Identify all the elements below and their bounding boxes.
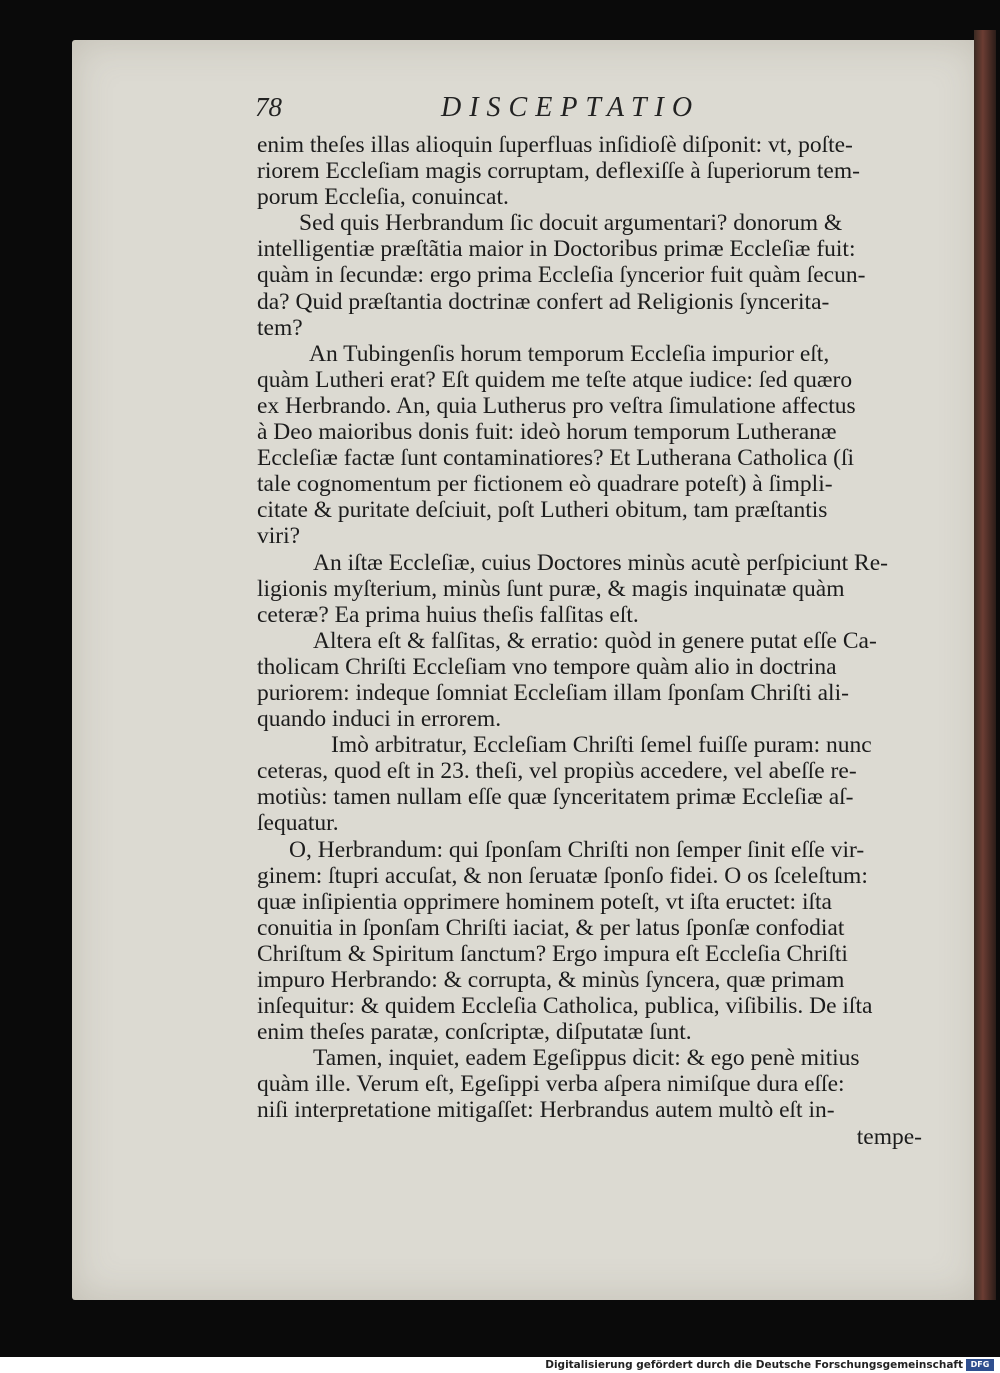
- text-line: inſequitur: & quidem Eccleſia Catholica, publica, viſibilis. De iſta: [257, 993, 873, 1020]
- text-line: riorem Eccleſiam magis corruptam, deflexiſſe à ſuperiorum tem-: [257, 158, 860, 185]
- text-line: ligionis myſterium, minùs ſunt puræ, & magis inquinatæ quàm: [257, 575, 845, 602]
- text-line: quæ inſipientia opprimere hominem poteſt, vt iſta eructet: iſta: [257, 888, 832, 915]
- text-line: quàm ille. Verum eſt, Egeſippi verba aſpera nimiſque dura eſſe:: [257, 1071, 845, 1098]
- text-line: tale cognomentum per fictionem eò quadrare poteſt) à ſimpli-: [257, 471, 833, 498]
- text-line: citate & puritate deſciuit, poſt Lutheri obitum, tam præſtantis: [257, 497, 828, 524]
- text-line: à Deo maioribus donis fuit: ideò horum temporum Lutheranæ: [257, 419, 837, 446]
- funding-credit: Digitalisierung gefördert durch die Deutsche Forschungsgemeinschaft: [545, 1359, 963, 1371]
- text-line: tem?: [257, 314, 303, 341]
- text-line: Altera eſt & falſitas, & erratio: quòd in genere putat eſſe Ca-: [313, 627, 877, 654]
- book-spine: [974, 30, 996, 1300]
- text-line: niſi interpretatione mitigaſſet: Herbrandus autem multò eſt in-: [257, 1097, 835, 1124]
- page-header: [255, 92, 935, 132]
- text-line: tempe-: [856, 1123, 922, 1150]
- text-line: ex Herbrando. An, quia Lutherus pro veſtra ſimulatione affectus: [257, 392, 856, 419]
- text-line: porum Eccleſia, conuincat.: [257, 184, 509, 211]
- text-line: ginem: ſtupri accuſat, & non ſeruatæ ſponſo fidei. O os ſceleſtum:: [257, 862, 868, 889]
- text-line: enim theſes paratæ, conſcriptæ, diſputatæ ſunt.: [257, 1019, 692, 1046]
- text-line: intelligentiæ præſtãtia maior in Doctoribus primæ Eccleſiæ fuit:: [257, 236, 856, 263]
- dfg-logo: DFG: [966, 1359, 994, 1371]
- footer-bar: [0, 1357, 1000, 1373]
- text-line: quàm Lutheri erat? Eſt quidem me teſte atque iudice: ſed quæro: [257, 366, 853, 393]
- text-line: quàm in ſecundæ: ergo prima Eccleſia ſyncerior fuit quàm ſecun-: [257, 262, 866, 289]
- text-line: viri?: [257, 523, 301, 550]
- text-line: Imò arbitratur, Eccleſiam Chriſti ſemel fuiſſe puram: nunc: [331, 732, 872, 759]
- page-number: 78: [255, 92, 282, 122]
- text-line: conuitia in ſponſam Chriſti iaciat, & per latus ſponſæ confodiat: [257, 914, 845, 941]
- text-line: ceteras, quod eſt in 23. theſi, vel propiùs accedere, vel abeſſe re-: [257, 758, 857, 785]
- text-line: An Tubingenſis horum temporum Eccleſia impurior eſt,: [309, 340, 830, 367]
- text-line: ſequatur.: [257, 810, 339, 837]
- text-line: motiùs: tamen nullam eſſe quæ ſynceritatem primæ Eccleſiæ aſ-: [257, 784, 854, 811]
- text-line: Sed quis Herbrandum ſic docuit argumentari? donorum &: [299, 210, 843, 237]
- text-line: Chriſtum & Spiritum ſanctum? Ergo impura eſt Eccleſia Chriſti: [257, 940, 848, 967]
- text-line: da? Quid præſtantia doctrinæ confert ad Religionis ſyncerita-: [257, 288, 830, 315]
- text-line: ceteræ? Ea prima huius theſis falſitas eſt.: [257, 601, 639, 628]
- text-line: Tamen, inquiet, eadem Egeſippus dicit: & ego penè mitius: [313, 1045, 860, 1072]
- text-line: impuro Herbrando: & corrupta, & minùs ſyncera, quæ primam: [257, 967, 845, 993]
- text-line: enim theſes illas alioquin ſuperfluas inſidioſè diſponit: vt, poſte-: [257, 132, 853, 158]
- text-line: Eccleſiæ factæ ſunt contaminatiores? Et Lutherana Catholica (ſi: [257, 445, 855, 472]
- running-title: DISCEPTATIO: [441, 92, 701, 123]
- text-line: puriorem: indeque ſomniat Eccleſiam illam ſponſam Chriſti ali-: [257, 679, 849, 706]
- body-text: [257, 132, 922, 1150]
- text-line: O, Herbrandum: qui ſponſam Chriſti non ſemper ſinit eſſe vir-: [289, 836, 865, 863]
- text-line: An iſtæ Eccleſiæ, cuius Doctores minùs acutè perſpiciunt Re-: [313, 549, 888, 576]
- text-line: tholicam Chriſti Eccleſiam vno tempore quàm alio in doctrina: [257, 653, 837, 680]
- text-line: quando induci in errorem.: [257, 706, 502, 733]
